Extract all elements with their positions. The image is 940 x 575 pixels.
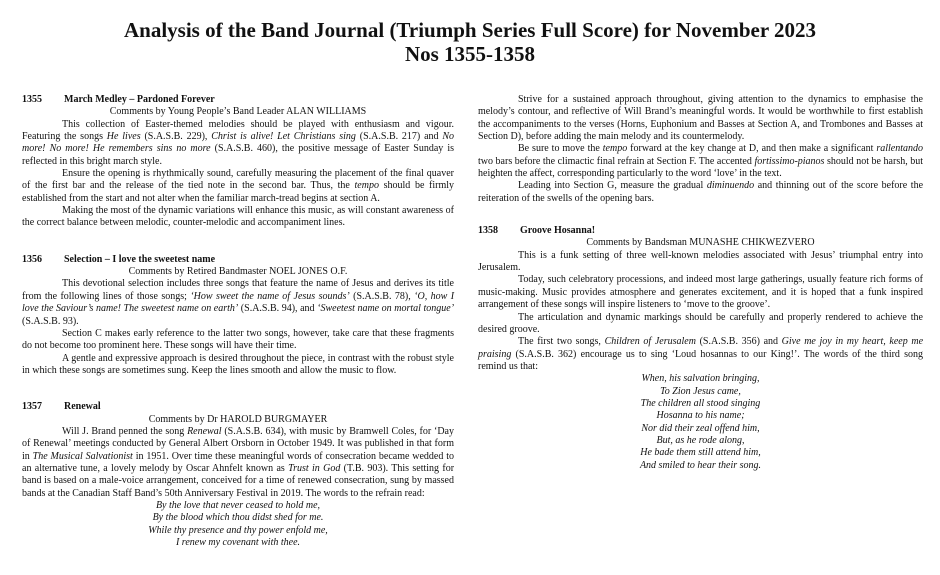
article-heading [22,254,454,266]
verse-line: Nor did their zeal offend him, [641,422,760,434]
article-1355 [22,94,454,230]
article-1357 [22,401,454,549]
article-title: Selection – I love the sweetest name [64,253,216,265]
paragraph: Ensure the opening is rhythmically sound, carefully measuring the placement of the final quaver of the first bar and the release of the tied note in the second bar. Thus, the tempo should be firmly established from the start and not alter when the familiar march-tread begins at section A. [22,168,455,204]
paragraph: Section C makes early reference to the latter two songs, however, take care that these fragments do not become too prominent here. These songs will have their time. [22,327,454,352]
article-title: Groove Hosanna! [520,225,596,237]
paragraph: Today, such celebratory processions, and indeed most large gatherings, usually feature rich forms of music-making. Music provides atmosphere and generates excitement, and it is hoped that a funk inspired arrangement of these songs will inspire listeners to ‘move to the groove’. [478,274,923,311]
paragraph: This collection of Easter-themed melodies should be played with enthusiasm and vigour. Featuring the songs He lives (S.A.S.B. 229), Christ is alive! Let Christians sing (S.A.S.B. 217) and No more! No more! He remembers sins no more (S.A.S.B. 460), the positive message of Easter Sunday is reflected in this bright march style. [22,118,455,167]
article-byline: Comments by Bandsman MUNASHE CHIKWEZVERO [586,237,815,249]
article-number: 1358 [478,225,498,237]
article-number: 1355 [22,94,42,105]
article-1356 [22,254,454,377]
paragraph: The first two songs, Children of Jerusalem (S.A.S.B. 356) and Give me joy in my heart, keep me praising (S.A.S.B. 362) encourage us to sing ‘Loud hosannas to our King!’. The words of the third song remind us that: [478,336,924,372]
refrain-verse [22,500,454,549]
paragraph: This is a funk setting of three well-known melodies associated with Jesus’ triumphal entry into Jerusalem. [478,249,923,274]
article-1357-continued [478,94,923,205]
paragraph: Strive for a sustained approach throughout, giving attention to the dynamics to emphasise the melody’s contour, and reflective of Will Brand’s meaningful words. It would be worthwhile to first establish the accompaniments to the verses (Horns, Euphonium and Basses at Section A, and Trombones and Basses at Section D), before adding the main melody and its countermelody. [478,94,923,143]
verse-line: And smiled to hear their song. [639,459,762,471]
verse-line: When, his salvation bringing, [641,373,760,385]
song-verse [478,373,923,472]
article-heading [478,225,923,237]
paragraph: Will J. Brand penned the song Renewal (S.A.S.B. 634), with music by Bramwell Coles, for ‘Day of Renewal’ meetings conducted by General Albert Orsborn in October 1949. It was published in that form in The Musical Salvationist in 1951. Over time these meaningful words of consecration became wedded to an alternative tune, a lovely melody by Oscar Ahnfelt known as Trust in God (T.B. 903). This setting for band is based on a male-voice arrangement, conceived for a time of renewed consecration, sung by massed bands at the Canadian Staff Band’s 50th Anniversary Festival in 2019. The words to the refrain read: [22,425,455,499]
title-line-1: Analysis of the Band Journal (Triumph Series Full Score) for November 2023 [123,18,817,42]
paragraph: Be sure to move the tempo forward at the key change at D, and then make a significant rallentando two bars before the climactic final refrain at Section F. The accented fortissimo-pianos should not be harsh, but heighten the affect, corresponding particularly to the word ‘love’ in the text. [478,143,924,180]
title-line-2: Nos 1355-1358 [404,42,536,66]
article-title: Renewal [64,401,101,413]
paragraph: The articulation and dynamic markings should be carefully and properly rendered to achieve the desired groove. [478,311,923,335]
verse-line: Hosanna to his name; [656,410,745,422]
verse-line: By the love that never ceased to hold me, [155,499,321,511]
document-title [0,18,940,66]
verse-line: The children all stood singing [640,397,761,409]
article-number: 1356 [22,253,42,265]
verse-line: To Zion Jesus came, [660,385,741,397]
article-number: 1357 [22,401,42,413]
article-1358 [478,225,923,472]
verse-line: While thy presence and thy power enfold me, [148,524,328,536]
paragraph: A gentle and expressive approach is desired throughout the piece, in contrast with the robust style in which these songs are sometimes sung. Keep the lines smooth and allow the music to flow. [22,352,454,376]
article-byline: Comments by Dr HAROLD BURGMAYER [148,413,328,425]
verse-line: He bade them still attend him, [640,447,761,459]
article-byline: Comments by Retired Bandmaster NOEL JONES O.F. [128,266,348,278]
paragraph: Making the most of the dynamic variations will enhance this music, as will constant awareness of the correct balance between melodic, counter-melodic and accompaniment lines. [22,205,454,229]
left-column [22,94,454,549]
verse-line: I renew my covenant with thee. [175,537,301,548]
article-heading [22,94,454,106]
right-column [478,94,923,472]
article-heading [22,401,454,413]
article-title: March Medley – Pardoned Forever [64,94,215,105]
verse-line: But, as he rode along, [656,434,745,446]
verse-line: By the blood which thou didst shed for me. [152,512,324,524]
article-byline: Comments by Young People’s Band Leader ALAN WILLIAMS [109,106,367,118]
paragraph: This devotional selection includes three songs that feature the name of Jesus and derives its title from the following lines of those songs; ‘How sweet the name of Jesus sounds’ (S.A.S.B. 78), ‘O, how I love the Saviour’s name! The sweetest name on earth’ (S.A.S.B. 94), and ‘Sweetest name on mortal tongue’ (S.A.S.B. 93). [22,278,455,327]
paragraph: Leading into Section G, measure the gradual diminuendo and thinning out of the score before the reiteration of the swells of the opening bars. [478,180,924,204]
